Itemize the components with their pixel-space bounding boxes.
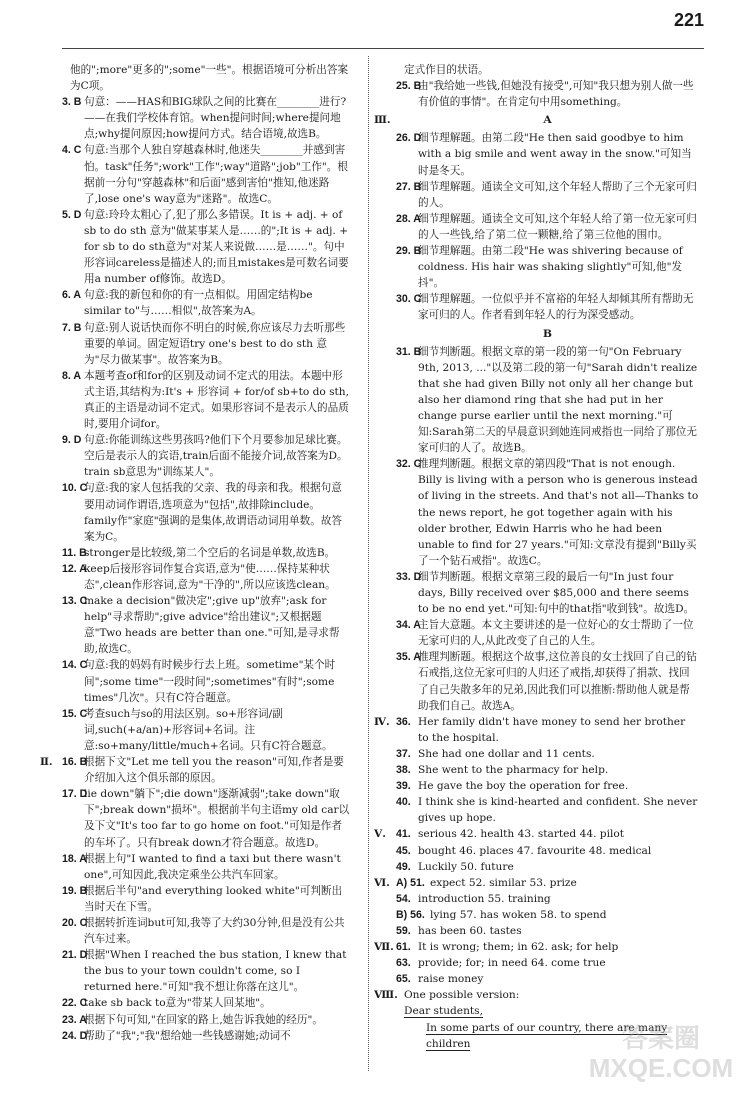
answer-item (396, 907, 699, 923)
answer-number: 49. (396, 860, 411, 873)
answer-text: has been 60. tastes (418, 924, 522, 937)
answer-text: 帮助了"我";"我"想给她一些钱感谢她;动词不 (84, 1029, 291, 1042)
answer-number: 28. A (396, 212, 421, 225)
answer-number: 36. (396, 715, 411, 728)
answer-text: bought 46. places 47. favourite 48. medical (418, 844, 652, 857)
answer-text: 细节理解题。一位似乎并不富裕的年轻人却倾其所有帮助无家可归的人。作者看到年轻人的行为深受感动。 (418, 293, 694, 322)
answer-number: 18. A (62, 852, 87, 865)
answer-text: raise money (418, 973, 484, 986)
answer-item (62, 62, 350, 94)
answer-text: 他的";more"更多的";some"一些"。根据语境可分析出答案为C项。 (70, 64, 349, 93)
answer-text: 根据下句可知,"在回家的路上,她告诉我她的经历"。 (84, 1013, 323, 1026)
section-title-a: Ⅲ. A (396, 112, 699, 128)
answer-text: make a decision"做决定";give up"放弃";ask for help"寻求帮助";give advice"给出建议";又根据题意"Two heads are better than one."可知,是寻求帮助,故选C。 (84, 595, 340, 656)
answer-number: 37. (396, 747, 411, 760)
answer-text: 细节理解题。通读全文可知,这个年轻人帮助了三个无家可归的人。 (418, 180, 697, 209)
answer-text: 句意:当那个人独自穿越森林时,他迷失________并感到害怕。task"任务";work"工作";way"道路";job"工作"。根据前一分句"穿越森林"和后面"感到害怕"推知,他迷路了,lose one's way意为"迷路"。故选C。 (84, 144, 348, 205)
answer-item (396, 778, 699, 794)
answer-item (396, 971, 699, 987)
answer-number: 10. C (62, 482, 88, 495)
answer-item (62, 947, 350, 995)
answer-number: A) 51. (396, 876, 425, 889)
answer-text: 考查such与so的用法区别。so+形容词/副词,such(+a/an)+形容词+名词。注意:so+many/little/much+名词。只有C符合题意。 (84, 707, 333, 752)
answer-number: 23. A (62, 1013, 87, 1026)
answer-text: 细节判断题。根据文章第三段的最后一句"In just four days, Billy received over $85,000 and there seems to be no end yet."可知:句中的that指"收到钱"。故选D。 (418, 570, 695, 616)
section-numeral: Ⅱ. (40, 756, 53, 769)
answer-item (396, 344, 699, 457)
answer-number: 24. D (62, 1029, 88, 1042)
answer-item (396, 762, 699, 778)
answer-number: 59. (396, 924, 411, 937)
answer-item (62, 287, 350, 319)
answer-number: 27. B (396, 180, 422, 193)
answer-number: 13. C (62, 595, 88, 608)
answer-number: 34. A (396, 619, 421, 632)
answer-number: 5. D (62, 208, 82, 221)
answer-item (62, 368, 350, 432)
answer-item (62, 851, 350, 883)
column-divider (368, 56, 369, 1071)
answer-item (62, 706, 350, 754)
answer-text: 根据后半句"and everything looked white"可判断出当时天在下雪。 (84, 884, 343, 913)
answer-item (396, 291, 699, 323)
top-rule (62, 48, 704, 49)
answer-number: 33. D (396, 570, 422, 583)
answer-text: She went to the pharmacy for help. (418, 764, 609, 777)
answer-number: 29. B (396, 245, 422, 258)
answer-number: 41. (396, 828, 411, 841)
answer-text: 主旨大意题。本文主要讲述的是一位好心的女士帮助了一位无家可归的人,从此改变了自己的人生。 (418, 619, 694, 648)
answer-number: B) 56. (396, 908, 425, 921)
answer-item (396, 78, 699, 110)
answer-number: 26. D (396, 132, 422, 145)
answer-item (396, 891, 699, 907)
answer-text: 根据"When I reached the bus station, I knew that the bus to your town couldn't come, so I returned here."可知"我不想让你落在这儿"。 (84, 949, 347, 994)
answer-text: 句意:你能训练这些男孩吗?他们下个月要参加足球比赛。空后是表示人的宾语,train后面不能接介词,故答案为D。train sb意思为"训练某人"。 (84, 434, 348, 479)
watermark-logo: 答案圈 MXQE.COM (588, 1023, 734, 1083)
answer-item (396, 62, 699, 78)
answer-item (62, 545, 350, 561)
answer-number: 12. A (62, 562, 87, 575)
section-numeral: Ⅲ. (374, 114, 391, 127)
answer-item (396, 794, 699, 826)
answer-item (396, 859, 699, 875)
answer-item (374, 714, 699, 746)
answer-number: 21. D (62, 949, 88, 962)
answer-number: 45. (396, 844, 411, 857)
answer-text: stronger是比较级,第二个空后的名词是单数,故选B。 (84, 546, 336, 559)
section-numeral: Ⅴ. (374, 828, 386, 841)
answer-item (62, 561, 350, 593)
answer-text: 细节理解题。通读全文可知,这个年轻人给了第一位无家可归的人一些钱,给了第二位一颗糖,给了第三位他的围巾。 (418, 212, 697, 241)
answer-item (62, 142, 350, 206)
answer-item (62, 786, 350, 850)
answer-item (374, 826, 699, 842)
answer-number: 4. C (62, 144, 82, 157)
section-numeral: Ⅳ. (374, 715, 390, 728)
answer-text: 推理判断题。根据这个故事,这位善良的女士找回了自己的钻石戒指,这位无家可归的人归还了戒指,却获得了捐款、找回了自己失散多年的兄弟,因此我们可以推断:帮助他人就是帮助我们自己。故选A。 (418, 651, 697, 712)
answer-number: 40. (396, 796, 411, 809)
answer-text: 句意:我的妈妈有时候步行去上班。sometime"某个时间";some time"一段时间";sometimes"有时";some times"几次"。只有C符合题意。 (84, 659, 336, 704)
answer-number: 30. C (396, 293, 422, 306)
answer-number: 11. B (62, 546, 87, 559)
section-title-b: B (543, 327, 552, 340)
answer-number: 31. B (396, 345, 422, 358)
answer-item (396, 179, 699, 211)
answer-item (374, 875, 699, 891)
answer-text: 句意:我的家人包括我的父亲、我的母亲和我。根据句意要用动词作谓语,选项意为"包括",故排除include。family作"家庭"强调的是集体,故谓语动词用单数。故答案为C。 (84, 482, 343, 543)
answer-item (396, 617, 699, 649)
essay-salutation: Dear students, (404, 1005, 483, 1018)
answer-text: 细节判断题。根据文章的第一段的第一句"On February 9th, 2013, ..."以及第二段的第一句"Sarah didn't realize that she had given Billy not only all her change but also her diamond ring that she had put in her change purse earlier until the next morning."可知:Sarah第二天的早晨意识到她连同戒指也一同给了那位无家可归的人了。故选B。 (418, 345, 698, 455)
answer-item (396, 649, 699, 713)
answer-item (396, 456, 699, 569)
answer-text: 根据下文"Let me tell you the reason"可知,作者是要介绍加入这个俱乐部的原因。 (84, 756, 344, 785)
answer-text: He gave the boy the operation for free. (418, 780, 629, 793)
answer-text: take sb back to意为"带某人回某地"。 (84, 997, 271, 1010)
answer-text: 句意:我的新包和你的有一点相似。用固定结构be similar to"与……相似",故答案为A。 (84, 289, 313, 318)
answer-number: 3. B (62, 96, 82, 109)
essay-intro: Ⅷ. One possible version: (396, 987, 699, 1003)
answer-number: 14. C (62, 659, 88, 672)
essay-first-line: In some parts of our country, there are many children (426, 1021, 668, 1050)
answer-text: 本题考查of和for的区别及动词不定式的用法。本题中形式主语,其结构为:It's + 形容词 + for/of sb+to do sth,真正的主语是动词不定式。如果形容词不是表示人的品质时,要用介词for。 (84, 369, 349, 431)
answer-item (62, 995, 350, 1011)
answer-number: 20. C (62, 916, 88, 929)
answer-text: Luckily 50. future (418, 860, 514, 873)
answer-text: provide; for; in need 64. come true (418, 957, 606, 970)
answer-text: I think she is kind-hearted and confident. She never gives up hope. (418, 796, 698, 825)
answer-number: 63. (396, 957, 411, 970)
answer-item (62, 593, 350, 657)
answer-item (62, 657, 350, 705)
answer-item (374, 939, 699, 955)
answer-number: 16. B (62, 756, 88, 769)
answer-text: serious 42. health 43. started 44. pilot (418, 828, 624, 841)
right-column (374, 62, 699, 1052)
answer-text: 句意:别人说话快而你不明白的时候,你应该尽力去听那些重要的单词。固定短语try one's best to do sth 意为"尽力做某事"。故答案为B。 (84, 321, 346, 366)
answer-number: 32. C (396, 458, 422, 471)
answer-number: 15. C (62, 707, 88, 720)
answer-item (62, 480, 350, 544)
answer-text: 定式作目的状语。 (404, 64, 489, 76)
answer-text: 细节理解题。由第二段"He was shivering because of coldness. His hair was shaking slightly"可知,他"发抖"。 (418, 245, 683, 290)
left-column (40, 62, 350, 1044)
answer-item (396, 569, 699, 617)
answer-text: 推理判断题。根据文章的第四段"That is not enough. Billy is living with a person who is generous instead of living in the streets. And that's not all—Thanks to the news report, he got together again with his older brother, Edwin Harris who he had been unable to find for 27 years."可知:文章没有提到"Billy买了一个钻石戒指"。故选C。 (418, 458, 699, 567)
answer-text: 由"我给她一些钱,但她没有接受",可知"我只想为别人做一些有价值的事情"。在肯定句中用something。 (418, 80, 694, 109)
answer-text: expect 52. similar 53. prize (430, 876, 577, 889)
answer-number: 35. A (396, 651, 421, 664)
answer-item (396, 746, 699, 762)
answer-item (396, 211, 699, 243)
answer-text: It is wrong; them; in 62. ask; for help (418, 941, 619, 954)
answer-text: 细节理解题。由第二段"He then said goodbye to him with a big smile and went away in the snow."可知当时是冬天。 (418, 132, 692, 177)
answer-number: 6. A (62, 289, 82, 302)
answer-text: She had one dollar and 11 cents. (418, 747, 595, 760)
answer-text: introduction 55. training (418, 892, 551, 905)
answer-item (396, 955, 699, 971)
answer-number: 8. A (62, 369, 82, 382)
section-numeral: Ⅵ. (374, 876, 390, 889)
answer-item (62, 320, 350, 368)
answer-number: 17. D (62, 788, 88, 801)
answer-item (396, 923, 699, 939)
answer-item (62, 1012, 350, 1028)
answer-number: 25. B (396, 80, 422, 93)
answer-text: 根据上句"I wanted to find a taxi but there wasn't one",可知因此,我决定乘坐公共汽车回家。 (84, 852, 341, 881)
answer-number: 61. (396, 941, 411, 954)
answer-item (62, 915, 350, 947)
answer-item (396, 243, 699, 291)
answer-text: Her family didn't have money to send her brother to the hospital. (418, 715, 686, 744)
section-numeral: Ⅷ. (374, 989, 398, 1002)
answer-text: keep后接形容词作复合宾语,意为"使……保持某种状态",clean作形容词,意为"干净的",所以应该选clean。 (84, 562, 336, 591)
answer-item (62, 207, 350, 287)
answer-text: 句意：——HAS和BIG球队之间的比赛在________进行?——在我们学校体育馆。when提问时间;where提问地点;why提问原因;how提问方式。结合语境,故选B。 (84, 96, 347, 141)
answer-number: 19. B (62, 884, 88, 897)
answer-text: 根据转折连词but可知,我等了大约30分钟,但是没有公共汽车过来。 (84, 916, 345, 946)
answer-text: 句意:玲玲太粗心了,犯了那么多错误。It is + adj. + of sb to do sth 意为"做某事某人是……的";It is + adj. + for sb to do sth意为"对某人来说做……是……"。句中形容词careless是描述人的;而且mistakes是可数名词要用a number of修饰。故选D。 (84, 208, 349, 286)
answer-number: 54. (396, 892, 411, 905)
answer-item (396, 130, 699, 178)
answer-text: lying 57. has woken 58. to spend (430, 908, 607, 921)
page-number: 221 (673, 10, 704, 30)
answer-number: 65. (396, 973, 411, 986)
answer-text: lie down"躺下";die down"逐渐减弱";take down"取下";break down"损坏"。根据前半句主语my old car以及下文"It's too far to go home on foot."可知是作者的车坏了。只有break down才符合题意。故选D。 (84, 788, 350, 849)
answer-item (62, 94, 350, 142)
answer-item (62, 1028, 350, 1044)
answer-number: 39. (396, 780, 411, 793)
answer-number: 9. D (62, 434, 82, 447)
section-numeral: Ⅶ. (374, 941, 394, 954)
answer-item (396, 843, 699, 859)
answer-number: 7. B (62, 321, 82, 334)
answer-number: 38. (396, 764, 411, 777)
answer-item (40, 754, 350, 786)
answer-item (62, 883, 350, 915)
answer-number: 22. C (62, 997, 88, 1010)
answer-item (62, 432, 350, 480)
